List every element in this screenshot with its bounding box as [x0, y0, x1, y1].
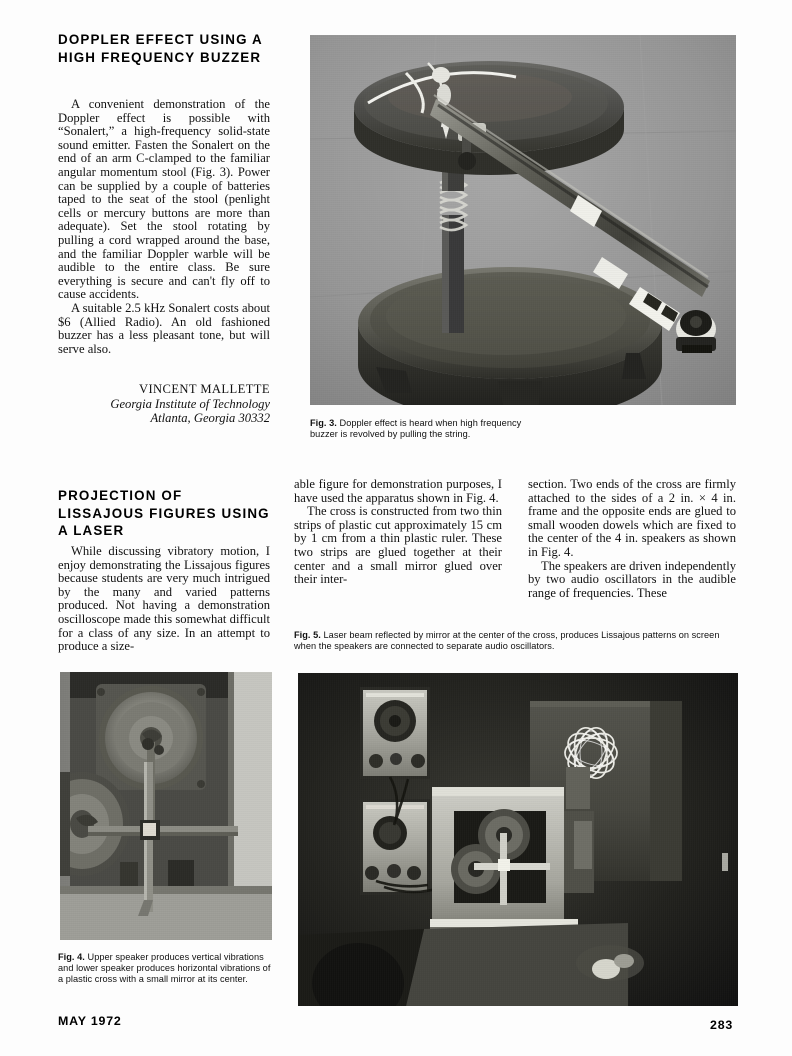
article-2-col2-paragraph-1: able figure for demonstration purposes, I have used the apparatus shown in Fig. 4.: [294, 477, 502, 505]
figure-5-label: Fig. 5.: [294, 630, 321, 640]
byline-institution: Georgia Institute of Technology: [110, 396, 270, 411]
article-2-col3-paragraph-2: The speakers are driven independently by two audio oscillators in the audible range of frequencies. These: [528, 558, 736, 600]
figure-5-caption-text: Laser beam reflected by mirror at the center of the cross, produces Lissajous patterns on screen when the speakers are connected to separate audio oscillators.: [294, 630, 720, 652]
byline-author: VINCENT MALLETTE: [138, 382, 270, 396]
article-2-heading: PROJECTION OF LISSAJOUS FIGURES USING A LASER: [58, 488, 270, 538]
figure-3-label: Fig. 3.: [310, 418, 337, 428]
article-1-paragraph-2: A suitable 2.5 kHz Sonalert costs about $6 (Allied Radio). An old fashioned buzzer has a less pleasant tone, but will serve also.: [58, 300, 270, 356]
figure-4-label: Fig. 4.: [58, 952, 85, 962]
article-1-byline: [58, 382, 270, 426]
article-2-column-2: [294, 478, 502, 587]
figure-5-caption: [294, 630, 738, 652]
figure-4-photograph: [60, 672, 272, 940]
article-2-column-3: [528, 478, 736, 600]
article-1-paragraph-1: A convenient demonstration of the Doppler effect is possible with “Sonalert,” a high-frequency solid-state sound emitter. Fasten the Sonalert on the end of an arm C-clamped to the familiar angular momentum stool (Fig. 3). Power can be supplied by a couple of batteries taped to the seat of the stool (penlight cells or mercury buttons are more than adequate). Set the stool rotating by pulling a cord wrapped around the base, and the familiar Doppler warble will be audible to the entire class. Be sure everything is secure and can't fly off to cause accidents.: [58, 97, 270, 302]
footer-page-number: 283: [710, 1018, 734, 1032]
byline-location: Atlanta, Georgia 30332: [150, 411, 270, 426]
figure-4-caption-text: Upper speaker produces vertical vibrations and lower speaker produces horizontal vibrations of a plastic cross with a small mirror at its center.: [58, 952, 271, 985]
article-1-body: [58, 98, 270, 356]
article-2-col2-paragraph-2: The cross is constructed from two thin strips of plastic cut approximately 15 cm by 1 cm from a thin plastic ruler. These two strips are glued together at their center and a small mirror glued over their inter-: [294, 504, 502, 587]
footer-issue-date: MAY 1972: [58, 1014, 122, 1028]
figure-3-photograph: [310, 35, 736, 405]
article-2-col3-paragraph-1: section. Two ends of the cross are firmly attached to the sides of a 2 in. × 4 in. frame and the opposite ends are glued to small wooden dowels which are fixed to the center of the 4 in. speakers as shown in Fig. 4.: [528, 477, 736, 559]
article-2-column-1: [58, 545, 270, 654]
article-1-heading: DOPPLER EFFECT USING A HIGH FREQUENCY BUZZER: [58, 32, 263, 65]
article-2-col1-paragraph-1: While discussing vibratory motion, I enjoy demonstrating the Lissajous figures because students are very much intrigued by the many and varied patterns produced. Not having a demonstration oscilloscope made this somewhat difficult for a class of any size. In an attempt to produce a size-: [58, 544, 270, 654]
figure-3-caption: [310, 418, 540, 440]
figure-4-caption: [58, 952, 274, 986]
figure-5-photograph: [298, 673, 738, 1006]
figure-3-caption-text: Doppler effect is heard when high frequency buzzer is revolved by pulling the string.: [310, 418, 522, 440]
